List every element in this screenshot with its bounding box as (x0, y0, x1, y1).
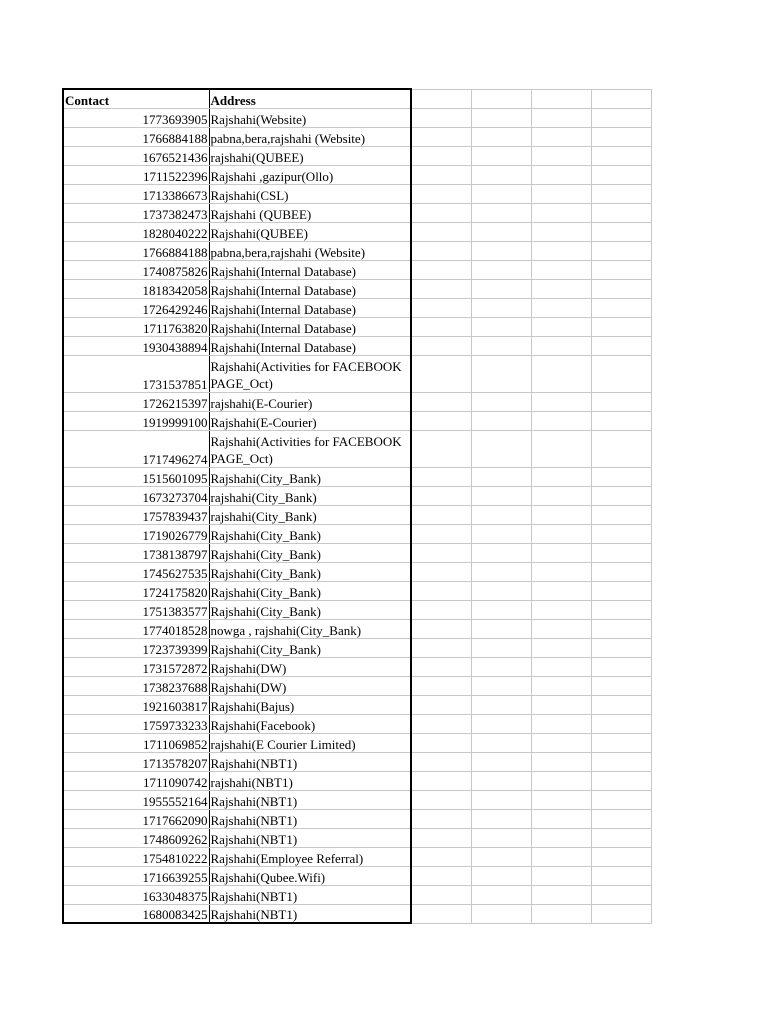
address-cell: pabna,bera,rajshahi (Website) (209, 127, 411, 146)
table-row (63, 771, 651, 790)
empty-cell (591, 411, 651, 430)
contact-cell: 1713386673 (63, 184, 209, 203)
empty-cell (411, 184, 471, 203)
empty-cell (531, 771, 591, 790)
empty-cell (531, 222, 591, 241)
empty-cell (471, 184, 531, 203)
empty-cell (531, 430, 591, 467)
empty-cell (591, 467, 651, 486)
address-cell: Rajshahi(NBT1) (209, 885, 411, 904)
empty-cell (531, 146, 591, 165)
empty-cell (591, 828, 651, 847)
table-row (63, 411, 651, 430)
table-body (63, 89, 651, 923)
empty-cell (531, 695, 591, 714)
contact-cell: 1724175820 (63, 581, 209, 600)
empty-cell (471, 562, 531, 581)
table-row (63, 638, 651, 657)
empty-cell (591, 581, 651, 600)
empty-cell (471, 866, 531, 885)
contact-cell: 1711069852 (63, 733, 209, 752)
empty-cell (471, 752, 531, 771)
empty-cell (411, 752, 471, 771)
empty-cell (471, 695, 531, 714)
empty-cell (531, 543, 591, 562)
address-cell: Rajshahi(City_Bank) (209, 581, 411, 600)
empty-cell (471, 260, 531, 279)
table-row (63, 505, 651, 524)
empty-cell (411, 127, 471, 146)
empty-cell (591, 505, 651, 524)
empty-cell (471, 524, 531, 543)
table-row (63, 657, 651, 676)
contact-cell: 1921603817 (63, 695, 209, 714)
empty-cell (411, 317, 471, 336)
contact-cell: 1766884188 (63, 127, 209, 146)
contact-cell: 1745627535 (63, 562, 209, 581)
contact-cell: 1723739399 (63, 638, 209, 657)
empty-cell (471, 543, 531, 562)
empty-cell (411, 543, 471, 562)
empty-cell (411, 486, 471, 505)
empty-cell (531, 298, 591, 317)
empty-cell (591, 146, 651, 165)
empty-cell (591, 562, 651, 581)
empty-cell (411, 562, 471, 581)
empty-cell (591, 847, 651, 866)
empty-cell (591, 904, 651, 923)
empty-cell (591, 524, 651, 543)
empty-cell (471, 165, 531, 184)
empty-cell (471, 790, 531, 809)
empty-cell (411, 467, 471, 486)
empty-cell (411, 430, 471, 467)
empty-cell (411, 241, 471, 260)
empty-cell (471, 505, 531, 524)
header-address: Address (209, 89, 411, 108)
contact-cell: 1719026779 (63, 524, 209, 543)
table-row (63, 676, 651, 695)
empty-cell (591, 695, 651, 714)
empty-cell (471, 108, 531, 127)
empty-cell (411, 619, 471, 638)
empty-cell (531, 581, 591, 600)
empty-cell (531, 562, 591, 581)
empty-cell (411, 89, 471, 108)
empty-cell (531, 600, 591, 619)
empty-cell (411, 524, 471, 543)
contact-cell: 1754810222 (63, 847, 209, 866)
empty-cell (411, 336, 471, 355)
empty-cell (531, 505, 591, 524)
contact-cell: 1748609262 (63, 828, 209, 847)
empty-cell (471, 885, 531, 904)
address-cell: Rajshahi(City_Bank) (209, 600, 411, 619)
table-row (63, 714, 651, 733)
empty-cell (471, 222, 531, 241)
address-cell: Rajshahi(City_Bank) (209, 467, 411, 486)
contacts-table (62, 88, 652, 924)
contact-cell: 1751383577 (63, 600, 209, 619)
contact-cell: 1818342058 (63, 279, 209, 298)
empty-cell (531, 657, 591, 676)
contact-cell: 1731572872 (63, 657, 209, 676)
empty-cell (411, 657, 471, 676)
address-cell: Rajshahi(E-Courier) (209, 411, 411, 430)
empty-cell (531, 524, 591, 543)
empty-cell (411, 505, 471, 524)
empty-cell (591, 885, 651, 904)
address-cell: Rajshahi(City_Bank) (209, 562, 411, 581)
empty-cell (471, 127, 531, 146)
address-cell: Rajshahi(City_Bank) (209, 638, 411, 657)
empty-cell (471, 146, 531, 165)
empty-cell (591, 279, 651, 298)
contact-cell: 1633048375 (63, 885, 209, 904)
table-row (63, 127, 651, 146)
empty-cell (531, 203, 591, 222)
empty-cell (471, 279, 531, 298)
contact-cell: 1773693905 (63, 108, 209, 127)
empty-cell (591, 203, 651, 222)
table-row (63, 298, 651, 317)
empty-cell (471, 809, 531, 828)
table-row (63, 260, 651, 279)
empty-cell (531, 260, 591, 279)
empty-cell (411, 771, 471, 790)
table-row (63, 752, 651, 771)
empty-cell (471, 430, 531, 467)
table-row (63, 486, 651, 505)
address-cell: Rajshahi(Facebook) (209, 714, 411, 733)
empty-cell (411, 714, 471, 733)
contact-cell: 1726215397 (63, 392, 209, 411)
address-cell: rajshahi(E-Courier) (209, 392, 411, 411)
empty-cell (531, 676, 591, 695)
empty-cell (411, 828, 471, 847)
address-cell: Rajshahi(QUBEE) (209, 222, 411, 241)
empty-cell (591, 165, 651, 184)
contact-cell: 1738138797 (63, 543, 209, 562)
contact-cell: 1774018528 (63, 619, 209, 638)
empty-cell (471, 714, 531, 733)
contact-cell: 1757839437 (63, 505, 209, 524)
address-cell: Rajshahi(City_Bank) (209, 524, 411, 543)
empty-cell (591, 600, 651, 619)
table-row (63, 203, 651, 222)
table-row (63, 847, 651, 866)
empty-cell (531, 828, 591, 847)
table-row (63, 392, 651, 411)
table-row (63, 279, 651, 298)
address-cell: Rajshahi(DW) (209, 657, 411, 676)
empty-cell (591, 790, 651, 809)
table-row (63, 866, 651, 885)
empty-cell (531, 467, 591, 486)
empty-cell (531, 486, 591, 505)
empty-cell (531, 355, 591, 392)
table-row (63, 317, 651, 336)
address-cell: Rajshahi(Internal Database) (209, 317, 411, 336)
empty-cell (591, 657, 651, 676)
empty-cell (471, 847, 531, 866)
empty-cell (531, 847, 591, 866)
empty-cell (471, 600, 531, 619)
address-cell: Rajshahi(CSL) (209, 184, 411, 203)
empty-cell (591, 543, 651, 562)
contact-cell: 1515601095 (63, 467, 209, 486)
address-cell: nowga , rajshahi(City_Bank) (209, 619, 411, 638)
empty-cell (411, 809, 471, 828)
empty-cell (591, 866, 651, 885)
empty-cell (531, 241, 591, 260)
empty-cell (471, 676, 531, 695)
empty-cell (411, 298, 471, 317)
contact-cell: 1717496274 (63, 430, 209, 467)
address-cell: Rajshahi(Activities for FACEBOOK PAGE_Oct) (209, 355, 411, 392)
empty-cell (411, 600, 471, 619)
empty-cell (411, 165, 471, 184)
empty-cell (411, 355, 471, 392)
address-cell: rajshahi(NBT1) (209, 771, 411, 790)
address-cell: Rajshahi(DW) (209, 676, 411, 695)
contact-cell: 1676521436 (63, 146, 209, 165)
empty-cell (591, 127, 651, 146)
empty-cell (591, 676, 651, 695)
table-row (63, 146, 651, 165)
contact-cell: 1711090742 (63, 771, 209, 790)
empty-cell (531, 279, 591, 298)
empty-cell (591, 771, 651, 790)
table-row (63, 904, 651, 923)
empty-cell (471, 733, 531, 752)
empty-cell (591, 355, 651, 392)
empty-cell (531, 184, 591, 203)
table-row (63, 885, 651, 904)
table-row (63, 543, 651, 562)
empty-cell (411, 847, 471, 866)
empty-cell (531, 809, 591, 828)
address-cell: Rajshahi(NBT1) (209, 809, 411, 828)
empty-cell (591, 298, 651, 317)
empty-cell (471, 241, 531, 260)
contact-cell: 1713578207 (63, 752, 209, 771)
empty-cell (411, 581, 471, 600)
empty-cell (531, 904, 591, 923)
table-row (63, 336, 651, 355)
empty-cell (591, 260, 651, 279)
contact-cell: 1737382473 (63, 203, 209, 222)
empty-cell (531, 733, 591, 752)
empty-cell (531, 411, 591, 430)
empty-cell (531, 752, 591, 771)
empty-cell (471, 638, 531, 657)
empty-cell (591, 392, 651, 411)
address-cell: rajshahi(City_Bank) (209, 505, 411, 524)
table-row (63, 695, 651, 714)
empty-cell (531, 790, 591, 809)
contact-cell: 1759733233 (63, 714, 209, 733)
address-cell: rajshahi(E Courier Limited) (209, 733, 411, 752)
empty-cell (471, 467, 531, 486)
contact-cell: 1740875826 (63, 260, 209, 279)
empty-cell (471, 89, 531, 108)
empty-cell (531, 866, 591, 885)
address-cell: Rajshahi(Internal Database) (209, 260, 411, 279)
address-cell: Rajshahi(Internal Database) (209, 279, 411, 298)
address-cell: Rajshahi(NBT1) (209, 828, 411, 847)
table-row (63, 600, 651, 619)
contact-cell: 1828040222 (63, 222, 209, 241)
address-cell: Rajshahi(Bajus) (209, 695, 411, 714)
empty-cell (471, 771, 531, 790)
table-row (63, 108, 651, 127)
table-row (63, 165, 651, 184)
table-row (63, 581, 651, 600)
empty-cell (531, 638, 591, 657)
table-row (63, 733, 651, 752)
address-cell: Rajshahi(Website) (209, 108, 411, 127)
contact-cell: 1711763820 (63, 317, 209, 336)
empty-cell (471, 317, 531, 336)
header-contact: Contact (63, 89, 209, 108)
empty-cell (531, 89, 591, 108)
empty-cell (471, 336, 531, 355)
contact-cell: 1726429246 (63, 298, 209, 317)
empty-cell (471, 657, 531, 676)
empty-cell (591, 714, 651, 733)
empty-cell (531, 392, 591, 411)
empty-cell (471, 828, 531, 847)
empty-cell (411, 733, 471, 752)
table-row (63, 828, 651, 847)
table-row (63, 222, 651, 241)
empty-cell (591, 733, 651, 752)
empty-cell (471, 581, 531, 600)
address-cell: pabna,bera,rajshahi (Website) (209, 241, 411, 260)
contact-cell: 1716639255 (63, 866, 209, 885)
empty-cell (411, 790, 471, 809)
empty-cell (531, 165, 591, 184)
empty-cell (411, 676, 471, 695)
address-cell: Rajshahi(Employee Referral) (209, 847, 411, 866)
empty-cell (471, 355, 531, 392)
contact-cell: 1738237688 (63, 676, 209, 695)
address-cell: Rajshahi (QUBEE) (209, 203, 411, 222)
contact-cell: 1680083425 (63, 904, 209, 923)
table-row (63, 467, 651, 486)
empty-cell (531, 619, 591, 638)
empty-cell (411, 392, 471, 411)
address-cell: rajshahi(QUBEE) (209, 146, 411, 165)
empty-cell (411, 904, 471, 923)
empty-cell (411, 260, 471, 279)
empty-cell (591, 336, 651, 355)
contact-cell: 1711522396 (63, 165, 209, 184)
empty-cell (591, 752, 651, 771)
empty-cell (471, 203, 531, 222)
contact-cell: 1766884188 (63, 241, 209, 260)
address-cell: Rajshahi(Internal Database) (209, 298, 411, 317)
empty-cell (411, 411, 471, 430)
address-cell: Rajshahi(Qubee.Wifi) (209, 866, 411, 885)
table-row (63, 430, 651, 467)
empty-cell (471, 411, 531, 430)
empty-cell (591, 89, 651, 108)
empty-cell (531, 336, 591, 355)
address-cell: Rajshahi(Activities for FACEBOOK PAGE_Oct) (209, 430, 411, 467)
empty-cell (531, 885, 591, 904)
empty-cell (591, 638, 651, 657)
empty-cell (411, 203, 471, 222)
contact-cell: 1673273704 (63, 486, 209, 505)
empty-cell (531, 127, 591, 146)
empty-cell (471, 619, 531, 638)
address-cell: Rajshahi(NBT1) (209, 752, 411, 771)
empty-cell (471, 392, 531, 411)
empty-cell (411, 885, 471, 904)
address-cell: Rajshahi ,gazipur(Ollo) (209, 165, 411, 184)
empty-cell (591, 184, 651, 203)
header-row (63, 89, 651, 108)
empty-cell (411, 108, 471, 127)
contact-cell: 1717662090 (63, 809, 209, 828)
empty-cell (591, 108, 651, 127)
empty-cell (591, 430, 651, 467)
table-row (63, 184, 651, 203)
empty-cell (591, 241, 651, 260)
table-row (63, 355, 651, 392)
empty-cell (591, 809, 651, 828)
empty-cell (411, 866, 471, 885)
table-row (63, 619, 651, 638)
contact-cell: 1930438894 (63, 336, 209, 355)
empty-cell (471, 486, 531, 505)
empty-cell (411, 279, 471, 298)
table-row (63, 809, 651, 828)
empty-cell (531, 714, 591, 733)
empty-cell (411, 695, 471, 714)
address-cell: rajshahi(City_Bank) (209, 486, 411, 505)
empty-cell (531, 317, 591, 336)
empty-cell (411, 222, 471, 241)
empty-cell (411, 146, 471, 165)
empty-cell (411, 638, 471, 657)
table-row (63, 524, 651, 543)
empty-cell (591, 317, 651, 336)
table-row (63, 562, 651, 581)
empty-cell (591, 619, 651, 638)
address-cell: Rajshahi(NBT1) (209, 904, 411, 923)
empty-cell (591, 222, 651, 241)
empty-cell (531, 108, 591, 127)
table-row (63, 241, 651, 260)
contact-cell: 1731537851 (63, 355, 209, 392)
address-cell: Rajshahi(Internal Database) (209, 336, 411, 355)
empty-cell (471, 298, 531, 317)
contact-cell: 1955552164 (63, 790, 209, 809)
empty-cell (471, 904, 531, 923)
table-row (63, 790, 651, 809)
contact-cell: 1919999100 (63, 411, 209, 430)
empty-cell (591, 486, 651, 505)
address-cell: Rajshahi(City_Bank) (209, 543, 411, 562)
address-cell: Rajshahi(NBT1) (209, 790, 411, 809)
